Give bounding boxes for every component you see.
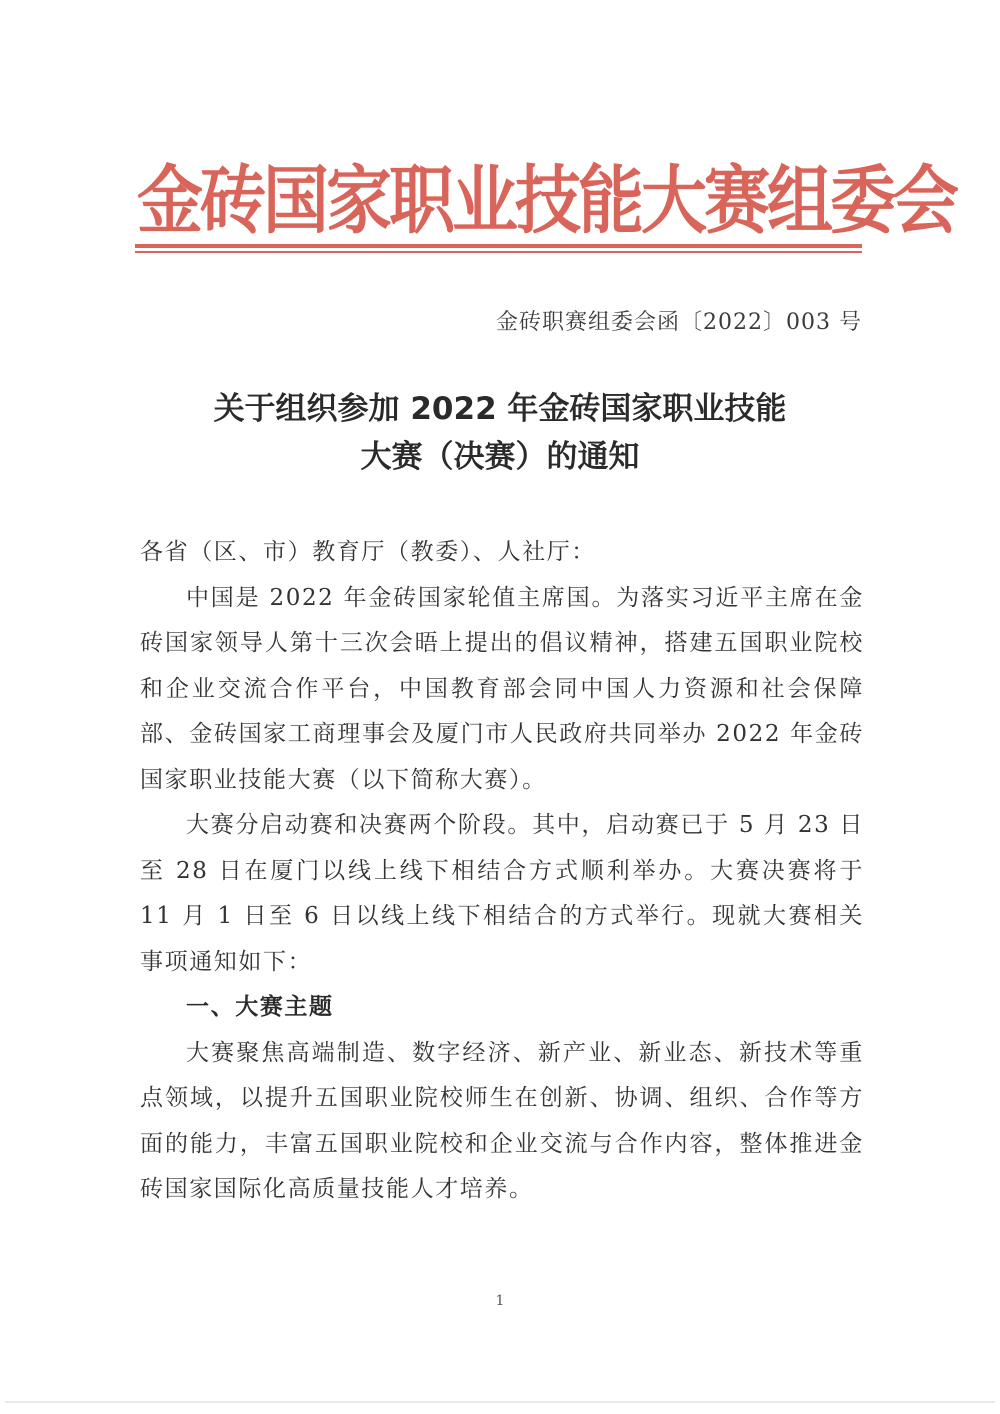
- document-title: [140, 385, 860, 481]
- scan-bottom-edge: [5, 1401, 995, 1403]
- letterhead-rule-thin: [135, 251, 862, 253]
- section-heading-theme: 一、大赛主题: [186, 994, 334, 1020]
- document-body: [140, 530, 864, 1213]
- document-reference-number: 金砖职赛组委会函〔2022〕003 号: [496, 310, 862, 335]
- page-number: 1: [495, 1293, 505, 1309]
- paragraph-intro: 中国是 2022 年金砖国家轮值主席国。为落实习近平主席在金砖国家领导人第十三次会晤上提出的倡议精神，搭建五国职业院校和企业交流合作平台，中国教育部会同中国人力资源和社会保障部、金砖国家工商理事会及厦门市人民政府共同举办 2022 年金砖国家职业技能大赛（以下简称大赛）。: [140, 584, 864, 793]
- document-title-line-1: 关于组织参加 2022 年金砖国家职业技能: [213, 391, 787, 427]
- letterhead-rule-thick: [135, 244, 862, 248]
- paragraph-stages: 大赛分启动赛和决赛两个阶段。其中，启动赛已于 5 月 23 日至 28 日在厦门以线上线下相结合方式顺利举办。大赛决赛将于 11 月 1 日至 6 日以线上线下相结合的方式举行。现就大赛相关事项通知如下：: [140, 812, 864, 975]
- letterhead-title: 金砖国家职业技能大赛组委会: [137, 156, 956, 245]
- paragraph-theme: 大赛聚焦高端制造、数字经济、新产业、新业态、新技术等重点领域，以提升五国职业院校师生在创新、协调、组织、合作等方面的能力，丰富五国职业院校和企业交流与合作内容，整体推进金砖国家国际化高质量技能人才培养。: [140, 1039, 864, 1202]
- salutation: 各省（区、市）教育厅（教委）、人社厅：: [140, 539, 596, 565]
- document-title-line-2: 大赛（决赛）的通知: [360, 439, 640, 475]
